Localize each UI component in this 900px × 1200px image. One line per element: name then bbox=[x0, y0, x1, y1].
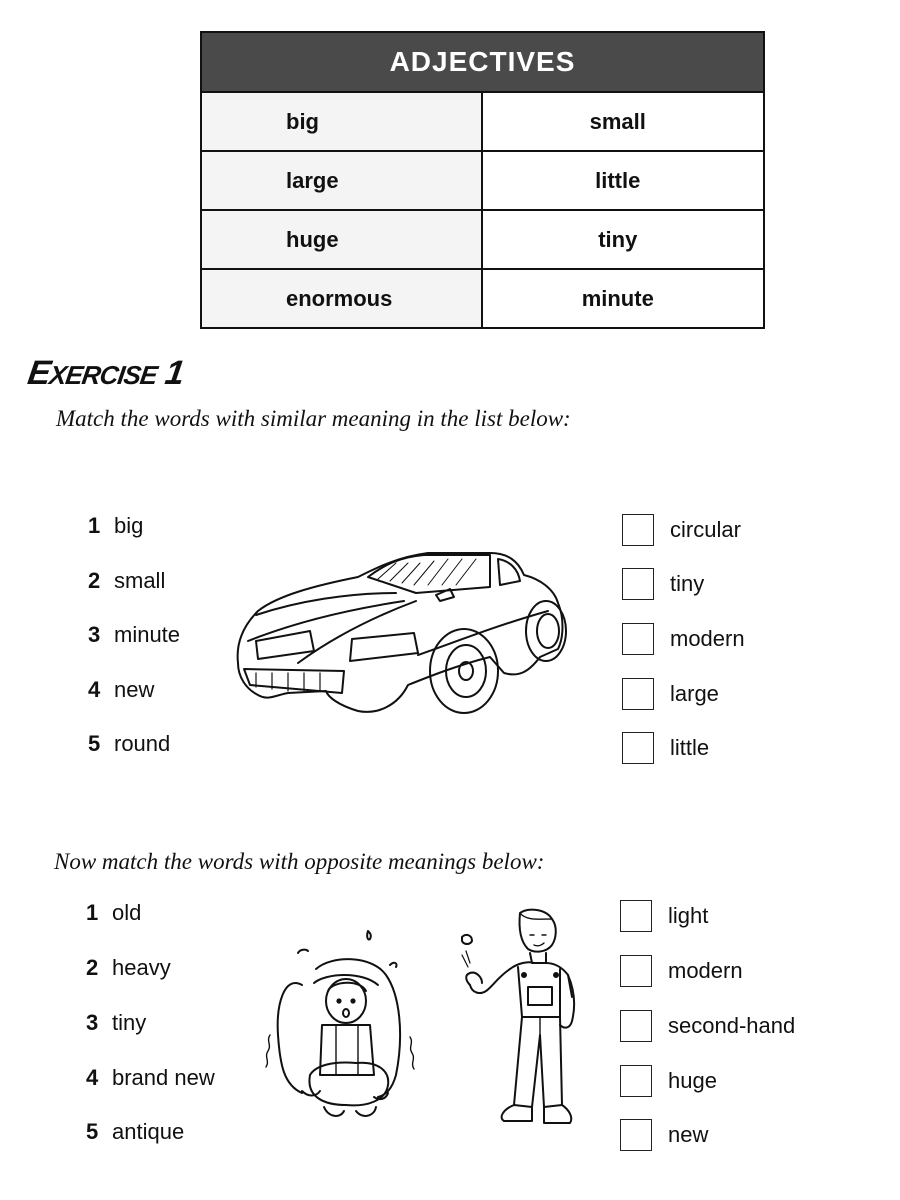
answer-label: new bbox=[668, 1122, 709, 1147]
table-cell: large bbox=[202, 152, 483, 209]
answer-option bbox=[622, 732, 709, 764]
answer-label: little bbox=[670, 735, 710, 760]
list-item: 3 minute bbox=[88, 622, 181, 647]
list-item: 2 small bbox=[88, 568, 166, 593]
list-item: 4 new bbox=[88, 677, 155, 702]
adjectives-table-title: ADJECTIVES bbox=[202, 33, 763, 93]
answer-option bbox=[620, 955, 743, 987]
answer-label: circular bbox=[670, 517, 741, 542]
answer-option bbox=[620, 1119, 708, 1151]
answer-option bbox=[622, 623, 745, 655]
answer-checkbox[interactable] bbox=[622, 568, 654, 600]
answer-checkbox[interactable] bbox=[622, 678, 654, 710]
answer-option bbox=[620, 900, 708, 932]
table-cell: enormous bbox=[202, 270, 483, 327]
list-item: 5 round bbox=[88, 731, 171, 756]
answer-label: large bbox=[670, 681, 719, 706]
table-row bbox=[202, 211, 763, 270]
boy-tossing-stone-illustration bbox=[448, 905, 578, 1150]
answer-option bbox=[622, 514, 741, 546]
answer-checkbox[interactable] bbox=[620, 1010, 652, 1042]
list-item: 1 big bbox=[88, 513, 144, 538]
answer-label: tiny bbox=[670, 571, 705, 596]
answer-label: modern bbox=[670, 626, 745, 651]
exercise-title: EXERCISE 1 bbox=[25, 354, 186, 392]
sports-car-illustration bbox=[228, 545, 568, 725]
answer-option bbox=[620, 1010, 795, 1042]
answer-option bbox=[620, 1065, 717, 1097]
table-cell: tiny bbox=[598, 227, 638, 252]
answer-label: modern bbox=[668, 958, 743, 983]
list-item: 2 heavy bbox=[86, 955, 171, 980]
answer-label: second-hand bbox=[668, 1013, 796, 1038]
answer-label: huge bbox=[668, 1068, 717, 1093]
answer-checkbox[interactable] bbox=[620, 955, 652, 987]
answer-checkbox[interactable] bbox=[620, 900, 652, 932]
table-cell: minute bbox=[581, 286, 654, 311]
answer-checkbox[interactable] bbox=[620, 1119, 652, 1151]
list-item: 4 brand new bbox=[86, 1065, 215, 1090]
answer-option bbox=[622, 678, 719, 710]
table-row bbox=[202, 152, 763, 211]
answer-label: light bbox=[668, 903, 709, 928]
list-item: 5 antique bbox=[86, 1119, 185, 1144]
answer-checkbox[interactable] bbox=[622, 623, 654, 655]
table-row bbox=[202, 93, 763, 152]
table-cell: big bbox=[202, 93, 483, 150]
list-item: 3 tiny bbox=[86, 1010, 147, 1035]
adjectives-table bbox=[200, 31, 765, 329]
instruction-opposite: Now match the words with opposite meanings below: bbox=[54, 849, 545, 874]
answer-checkbox[interactable] bbox=[622, 732, 654, 764]
straining-man-illustration bbox=[262, 925, 422, 1125]
answer-option bbox=[622, 568, 704, 600]
instruction-similar: Match the words with similar meaning in the list below: bbox=[56, 406, 571, 431]
table-cell: little bbox=[595, 168, 641, 193]
answer-checkbox[interactable] bbox=[622, 514, 654, 546]
table-cell: huge bbox=[202, 211, 483, 268]
table-row bbox=[202, 270, 763, 327]
table-cell: small bbox=[589, 109, 646, 134]
list-item: 1 old bbox=[86, 900, 142, 925]
answer-checkbox[interactable] bbox=[620, 1065, 652, 1097]
